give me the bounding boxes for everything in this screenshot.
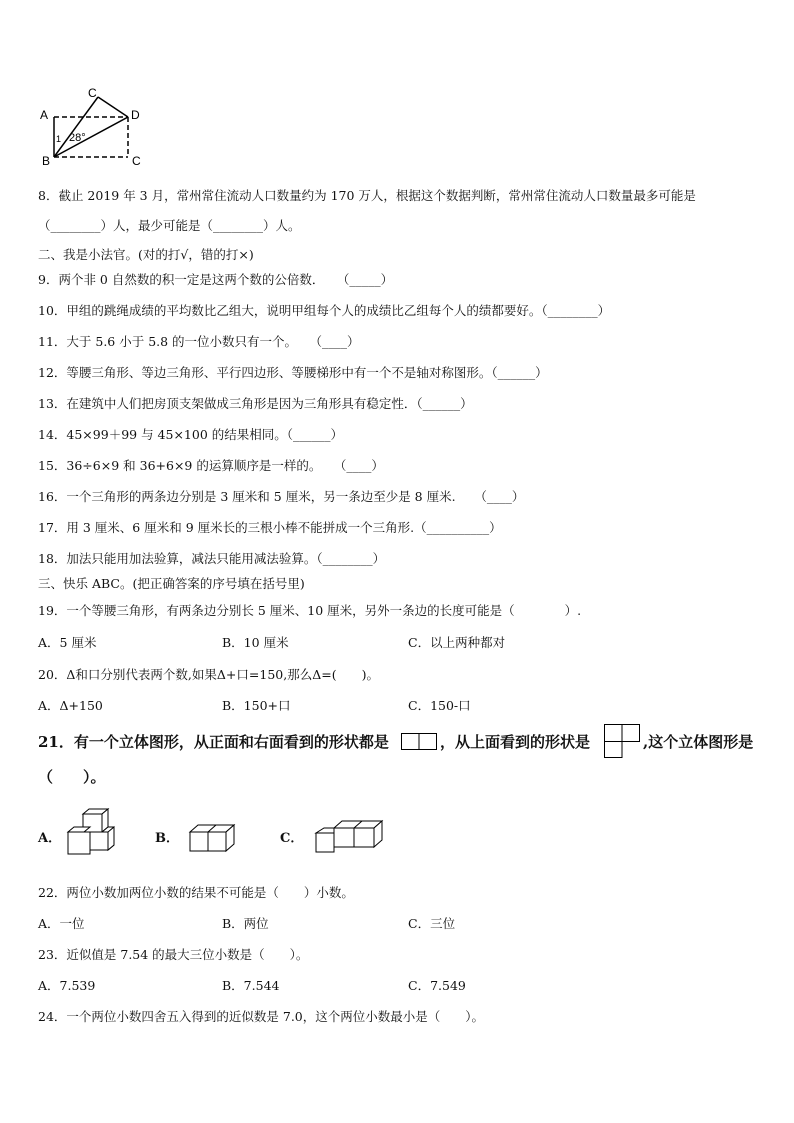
section-2-heading: 二、我是小法官。(对的打√，错的打×)	[38, 247, 254, 262]
question-11: 11．大于 5.6 小于 5.8 的一位小数只有一个。 （____）	[38, 334, 360, 349]
point-a-label: A	[40, 108, 49, 122]
q20-option-a: A．Δ+150	[38, 698, 103, 713]
question-21-part2: ，从上面看到的形状是	[440, 733, 591, 751]
question-15: 15．36÷6×9 和 36+6×9 的运算顺序是一样的。 （____）	[38, 458, 384, 473]
question-12: 12．等腰三角形、等边三角形、平行四边形、等腰梯形中有一个不是轴对称图形。（______）	[38, 365, 548, 380]
question-20-stem: 20．Δ和口分别代表两个数,如果Δ+口=150,那么Δ=( )。	[38, 667, 379, 682]
angle-28-label: 28°	[69, 132, 86, 144]
front-right-view-icon	[401, 733, 437, 750]
question-21-part3: ,这个立体图形是	[643, 733, 754, 751]
q23-option-a: A．7.539	[38, 978, 96, 993]
question-8-line1: 8．截止 2019 年 3 月，常州常住流动人口数量约为 170 万人，根据这个数据判断，常州常住流动人口数量最多可能是	[38, 188, 696, 203]
top-view-icon	[604, 724, 640, 758]
point-c-top-label: C	[88, 86, 97, 100]
point-b-label: B	[42, 154, 51, 167]
question-14: 14．45×99＋99 与 45×100 的结果相同。（______）	[38, 427, 344, 442]
question-22-stem: 22．两位小数加两位小数的结果不可能是（ ）小数。	[38, 885, 354, 900]
question-17: 17．用 3 厘米、6 厘米和 9 厘米长的三根小棒不能拼成一个三角形.（__________）	[38, 520, 502, 535]
question-24: 24．一个两位小数四舍五入得到的近似数是 7.0，这个两位小数最小是（ ）。	[38, 1009, 485, 1024]
q19-option-a: A．5 厘米	[38, 635, 97, 650]
question-19-stem: 19．一个等腰三角形，有两条边分别长 5 厘米、10 厘米，另外一条边的长度可能是（ ）.	[38, 603, 582, 618]
q22-option-c: C．三位	[408, 916, 456, 931]
question-18: 18．加法只能用加法验算，减法只能用减法验算。（________）	[38, 551, 386, 566]
question-21-line2: （ ）。	[38, 768, 106, 786]
q21-option-c: C．	[280, 831, 304, 846]
q19-option-b: B．10 厘米	[222, 635, 289, 650]
q22-option-a: A．一位	[38, 916, 85, 931]
question-10: 10．甲组的跳绳成绩的平均数比乙组大，说明甲组每个人的成绩比乙组每个人的绩都要好。（________）	[38, 303, 611, 318]
q21-option-a: A．	[38, 831, 62, 846]
cube-stack-a-figure	[64, 808, 120, 856]
question-8-line2: （________）人，最少可能是（________）人。	[38, 218, 301, 233]
q20-option-b: B．150+口	[222, 698, 291, 713]
point-d-label: D	[131, 108, 140, 122]
question-13: 13．在建筑中人们把房顶支架做成三角形是因为三角形具有稳定性．（______）	[38, 396, 473, 411]
q23-option-c: C．7.549	[408, 978, 466, 993]
question-21-part1: 21．有一个立体图形，从正面和右面看到的形状都是	[38, 733, 389, 751]
question-16: 16．一个三角形的两条边分别是 3 厘米和 5 厘米，另一条边至少是 8 厘米. （____）	[38, 489, 525, 504]
question-9: 9．两个非 0 自然数的积一定是这两个数的公倍数． （_____）	[38, 272, 394, 287]
cube-row-b-figure	[186, 822, 242, 854]
angle-1-label: 1	[56, 134, 62, 144]
q23-option-b: B．7.544	[222, 978, 280, 993]
point-c-bottom-label: C	[132, 154, 141, 167]
q21-option-b: B．	[155, 831, 179, 846]
question-23-stem: 23．近似值是 7.54 的最大三位小数是（ ）。	[38, 947, 309, 962]
cube-row-c-figure	[312, 818, 386, 854]
rectangle-fold-figure	[36, 85, 156, 167]
q22-option-b: B．两位	[222, 916, 269, 931]
section-3-heading: 三、快乐 ABC。(把正确答案的序号填在括号里)	[38, 576, 305, 591]
q20-option-c: C．150-口	[408, 698, 471, 713]
q19-option-c: C．以上两种都对	[408, 635, 506, 650]
